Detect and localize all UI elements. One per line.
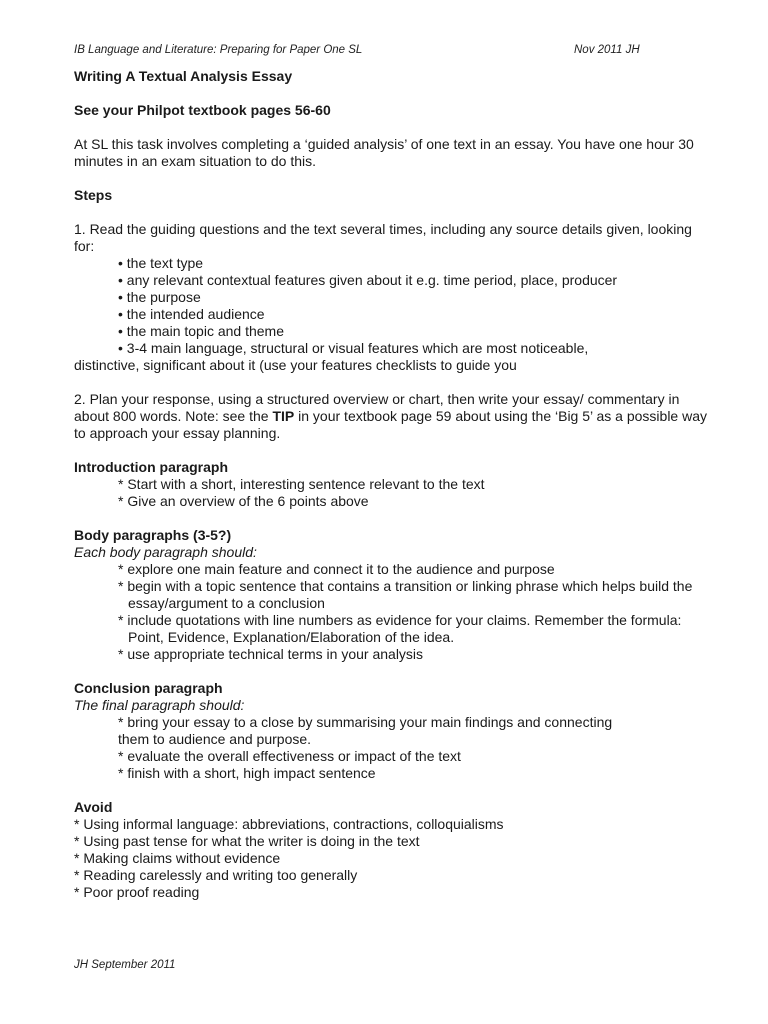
conclusion-heading: Conclusion paragraph	[74, 680, 223, 696]
page-footer: JH September 2011	[74, 959, 176, 971]
intro-paragraph: At SL this task involves completing a ‘guided analysis’ of one text in an essay. You have one hour 30 minutes in an exam situation to do this.	[74, 136, 694, 169]
conclusion-item-continuation: them to audience and purpose.	[118, 731, 312, 747]
body-item: * use appropriate technical terms in your analysis	[118, 646, 424, 662]
step-1-bullet-continuation: distinctive, significant about it (use your features checklists to guide you	[74, 357, 517, 373]
header-date: Nov 2011 JH	[574, 44, 640, 56]
body-item: * include quotations with line numbers as evidence for your claims. Remember the formula: Point, Evidence, Explanation/Elaboration of the idea.	[118, 612, 682, 645]
conclusion-item: * bring your essay to a close by summarising your main findings and connecting	[118, 714, 613, 730]
conclusion-item: * finish with a short, high impact sentence	[118, 765, 376, 781]
avoid-item: * Making claims without evidence	[74, 850, 281, 866]
step-2-text	[74, 391, 714, 442]
tip-emphasis: TIP	[272, 408, 295, 424]
textbook-reference: See your Philpot textbook pages 56-60	[74, 102, 331, 118]
document-body	[74, 68, 714, 901]
avoid-heading: Avoid	[74, 799, 113, 815]
step-2-text-start: 2. Plan your response, using a structured overview or chart, then write your essay/ commentary in about 800 words. Note: see the	[74, 391, 680, 424]
avoid-item: * Using past tense for what the writer is doing in the text	[74, 833, 420, 849]
body-item: * explore one main feature and connect it to the audience and purpose	[118, 561, 555, 577]
step-1-text: 1. Read the guiding questions and the text several times, including any source details given, looking for:	[74, 221, 692, 254]
step-1-bullet: • any relevant contextual features given about it e.g. time period, place, producer	[118, 272, 618, 288]
introduction-item: * Give an overview of the 6 points above	[118, 493, 369, 509]
step-1-bullet: • the text type	[118, 255, 204, 271]
step-2-text-end: in your textbook page 59 about using the ‘Big 5’ as a possible way to approach your essay planning.	[74, 408, 707, 441]
conclusion-subheading: The final paragraph should:	[74, 697, 245, 713]
body-item: * begin with a topic sentence that contains a transition or linking phrase which helps build the essay/argument to a conclusion	[118, 578, 693, 611]
avoid-item: * Using informal language: abbreviations, contractions, colloquialisms	[74, 816, 504, 832]
avoid-item: * Reading carelessly and writing too generally	[74, 867, 358, 883]
conclusion-item: * evaluate the overall effectiveness or impact of the text	[118, 748, 461, 764]
step-1-bullet: • the main topic and theme	[118, 323, 284, 339]
body-subheading: Each body paragraph should:	[74, 544, 257, 560]
steps-heading: Steps	[74, 187, 113, 203]
header-course-title: IB Language and Literature: Preparing for Paper One SL	[74, 44, 363, 56]
step-1-bullet: • 3-4 main language, structural or visual features which are most noticeable,	[118, 340, 589, 356]
body-heading: Body paragraphs (3-5?)	[74, 527, 232, 543]
introduction-heading: Introduction paragraph	[74, 459, 228, 475]
introduction-item: * Start with a short, interesting sentence relevant to the text	[118, 476, 485, 492]
document-title: Writing A Textual Analysis Essay	[74, 68, 293, 84]
step-1-bullet: • the intended audience	[118, 306, 265, 322]
step-1-bullet: • the purpose	[118, 289, 201, 305]
avoid-item: * Poor proof reading	[74, 884, 200, 900]
